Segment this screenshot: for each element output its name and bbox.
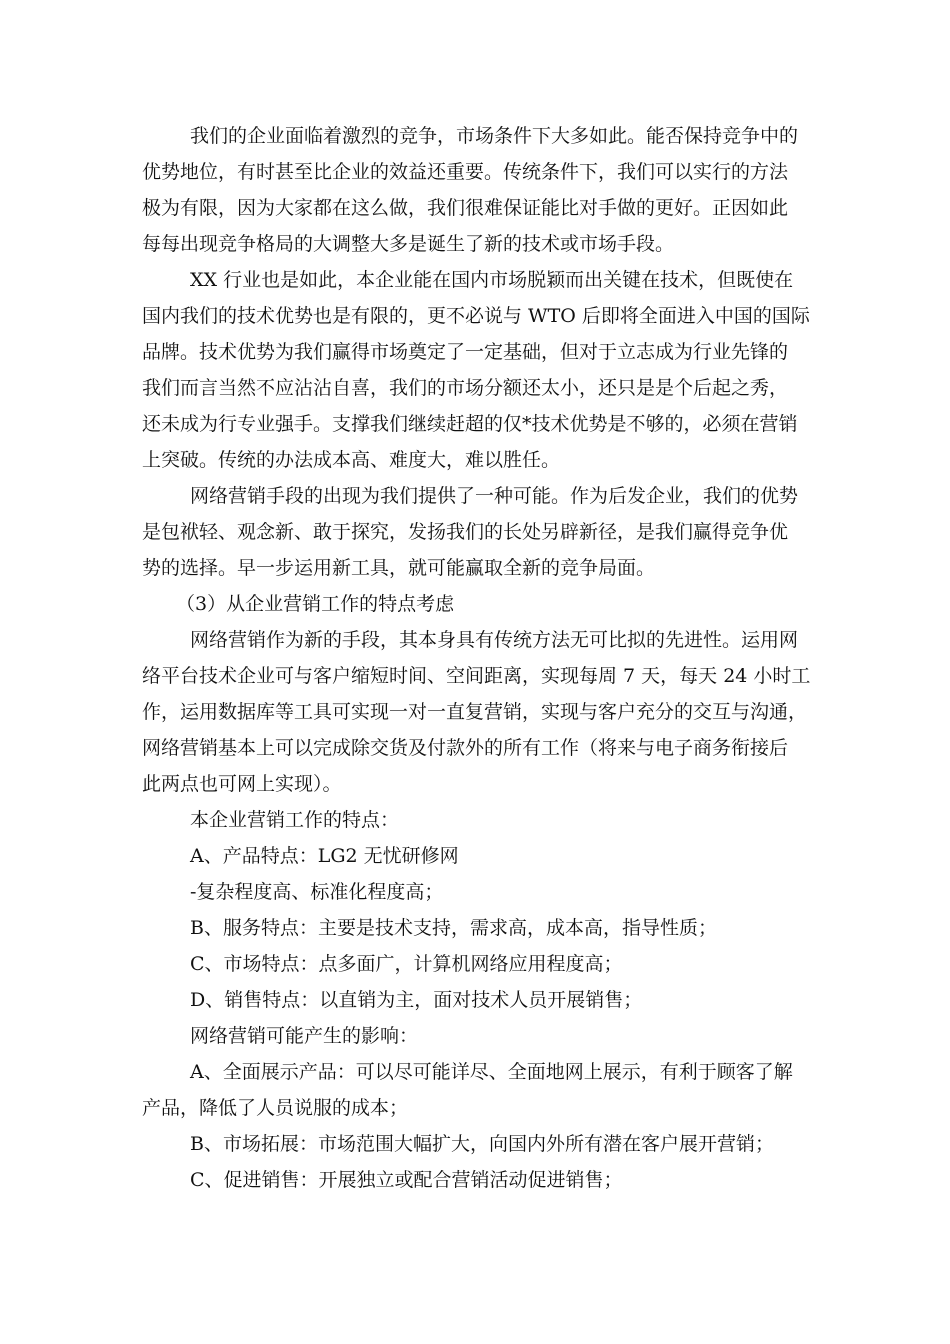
paragraph — [142, 838, 810, 874]
text-line: C、促进销售：开展独立或配合营销活动促进销售； — [190, 1169, 623, 1191]
paragraph — [142, 118, 810, 262]
text-line: 网络营销可能产生的影响： — [190, 1025, 419, 1047]
text-line: 每每出现竞争格局的大调整大多是诞生了新的技术或市场手段。 — [142, 233, 675, 255]
text-line: 上突破。传统的办法成本高、难度大，难以胜任。 — [142, 449, 561, 471]
text-line: （3）从企业营销工作的特点考虑 — [176, 593, 455, 615]
section-heading — [142, 586, 810, 622]
text-line: -复杂程度高、标准化程度高； — [190, 881, 444, 903]
text-line: 我们而言当然不应沾沾自喜，我们的市场分额还太小，还只是是个后起之秀， — [142, 377, 789, 399]
text-line: 品牌。技术优势为我们赢得市场奠定了一定基础，但对于立志成为行业先锋的 — [142, 341, 789, 363]
paragraph — [142, 946, 810, 982]
text-line: B、服务特点：主要是技术支持，需求高，成本高，指导性质； — [190, 917, 717, 939]
paragraph — [142, 1054, 810, 1126]
paragraph — [142, 982, 810, 1018]
text-line: 网络营销基本上可以完成除交货及付款外的所有工作（将来与电子商务衔接后 — [142, 737, 789, 759]
text-line: 极为有限，因为大家都在这么做，我们很难保证能比对手做的更好。正因如此 — [142, 197, 789, 219]
text-line: 网络营销作为新的手段，其本身具有传统方法无可比拟的先进性。运用网 — [190, 629, 799, 651]
text-line: 还未成为行专业强手。支撑我们继续赶超的仅*技术优势是不够的，必须在营销 — [142, 413, 798, 435]
text-line: 势的选择。早一步运用新工具，就可能赢取全新的竞争局面。 — [142, 557, 656, 579]
paragraph — [142, 622, 810, 802]
paragraph — [142, 1126, 810, 1162]
document-body — [142, 118, 810, 1198]
text-line: 此两点也可网上实现）。 — [142, 773, 342, 795]
text-line: A、产品特点：LG2 无忧研修网 — [190, 845, 459, 867]
text-line: C、市场特点：点多面广，计算机网络应用程度高； — [190, 953, 623, 975]
text-line: 我们的企业面临着激烈的竞争，市场条件下大多如此。能否保持竞争中的 — [190, 125, 799, 147]
text-line: A、全面展示产品：可以尽可能详尽、全面地网上展示，有利于顾客了解 — [190, 1061, 793, 1083]
text-line: 作，运用数据库等工具可实现一对一直复营销，实现与客户充分的交互与沟通， — [142, 701, 808, 723]
paragraph — [142, 1162, 810, 1198]
text-line: 优势地位，有时甚至比企业的效益还重要。传统条件下，我们可以实行的方法 — [142, 161, 789, 183]
text-line: 产品，降低了人员说服的成本； — [142, 1097, 409, 1119]
paragraph — [142, 802, 810, 838]
text-line: B、市场拓展：市场范围大幅扩大，向国内外所有潜在客户展开营销； — [190, 1133, 774, 1155]
text-line: 本企业营销工作的特点： — [190, 809, 400, 831]
paragraph — [142, 910, 810, 946]
paragraph — [142, 478, 810, 586]
paragraph — [142, 262, 810, 478]
text-line: 是包袱轻、观念新、敢于探究，发扬我们的长处另辟新径，是我们赢得竞争优 — [142, 521, 789, 543]
text-line: D、销售特点：以直销为主，面对技术人员开展销售； — [190, 989, 643, 1011]
text-line: XX 行业也是如此，本企业能在国内市场脱颖而出关键在技术，但既使在 — [190, 269, 794, 291]
text-line: 网络营销手段的出现为我们提供了一种可能。作为后发企业，我们的优势 — [190, 485, 799, 507]
paragraph — [142, 1018, 810, 1054]
text-line: 络平台技术企业可与客户缩短时间、空间距离，实现每周 7 天，每天 24 小时工 — [142, 665, 811, 687]
paragraph — [142, 874, 810, 910]
text-line: 国内我们的技术优势也是有限的，更不必说与 WTO 后即将全面进入中国的国际 — [142, 305, 810, 327]
